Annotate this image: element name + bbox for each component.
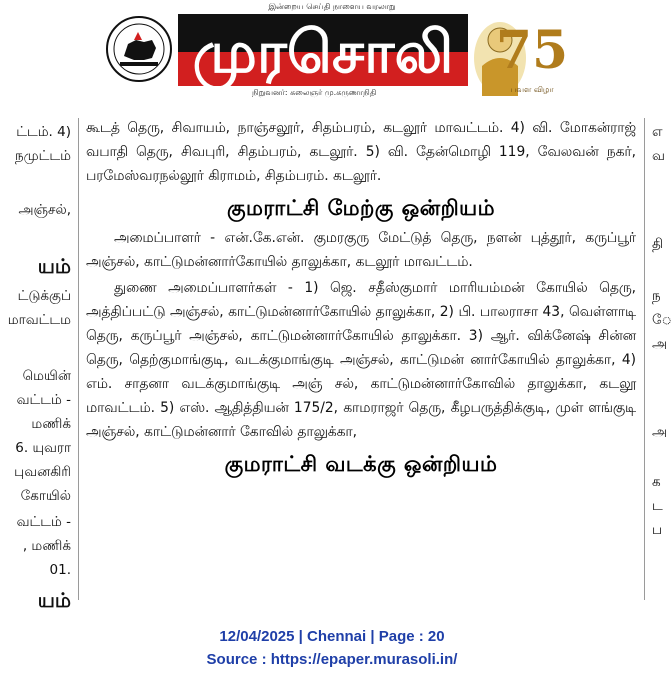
anniversary-number: 75 bbox=[495, 20, 569, 81]
left-column-line: ட்டம். 4) bbox=[16, 124, 71, 140]
left-column-line: மாவட்டம bbox=[7, 312, 71, 328]
article-intro: கூடத் தெரு, சிவாயம், நாஞ்சலூர், சிதம்பரம், கடலூர் மாவட்டம். 4) வி. மோகன்ராஜ் வபாதி தெரு, சிவபுரி, சிதம்பரம், கடலூர். 5) வி. தேன்மொழி 119, வேலவன் நகர், பரமேஸ்வரநல்லூர் கிராமம், சிதம்பரம். கடலூர். bbox=[86, 120, 636, 184]
column-rule-left bbox=[78, 118, 79, 600]
right-column-line: வ bbox=[652, 148, 665, 164]
left-column-line: புவனகிரி bbox=[14, 464, 71, 480]
right-column-line: ே bbox=[652, 312, 672, 328]
left-column bbox=[0, 112, 74, 612]
deputy-organizers-paragraph: துணை அமைப்பாளர்கள் - 1) ஜெ. சதீஸ்குமார் மாரியம்மன் கோயில் தெரு, அத்திப்பட்டு அஞ்சல், காட்டுமன்னார்கோயில் தாலுக்கா, 2) பி. பாலராசா 43, வெள்ளாடி தெரு, கருப்பூர் அஞ்சல், காட்டுமன்னார்கோயில் தாலுக்கா. 3) ஆர். விக்னேஷ் சின்ன தெரு, தெற்குமாங்குடி, வடக்குமாங்குடி அஞ்சல், காட்டுமன் னார்கோயில் தாலுக்கா, 4) எம். சாதனா வடக்குமாங்குடி அஞ் சல், காட்டுமன்னார்கோவில் தாலுக்கா, கடலூ மாவட்டம். 5) எஸ். ஆதித்தியன் 175/2, காமராஜர் தெரு, கீழபருத்திக்குடி, முள் ளங்குடி அஞ்சல், காட்டுமன்னார் கோவில் தாலுக்கா, bbox=[86, 280, 636, 440]
right-column-line: அ bbox=[652, 336, 668, 352]
left-column-line: ட்டுக்குப் bbox=[17, 288, 71, 304]
right-column-line: அ bbox=[652, 424, 668, 440]
right-column-line: தி bbox=[652, 236, 664, 252]
left-column-line: வட்டம் - bbox=[16, 392, 71, 408]
masthead-founder: நிறுவனர்: கலைஞர் மு.கருணாநிதி bbox=[252, 88, 377, 97]
left-column-heading: யம் bbox=[37, 588, 71, 612]
masthead-title: முரசொலி bbox=[192, 18, 454, 86]
right-column-line: ப bbox=[652, 522, 663, 538]
article-column bbox=[86, 116, 636, 604]
left-column-line: , மணிக் bbox=[22, 538, 71, 554]
masthead-logo bbox=[178, 10, 468, 90]
organizer-paragraph: அமைப்பாளர் - என்.கே.என். குமரகுரு மேட்டுத் தெரு, நளன் புத்தூர், கருப்பூர் அஞ்சல், காட்டுமன்னார்கோயில் தாலுக்கா, கடலூர் மாவட்டம். bbox=[86, 230, 636, 270]
right-column-line: எ bbox=[652, 124, 663, 140]
left-column-line: 6. யுவரா bbox=[15, 440, 71, 456]
anniversary-caption: பவள விழா bbox=[510, 85, 554, 94]
right-column-line: ட bbox=[652, 498, 663, 514]
left-column-line: அஞ்சல், bbox=[18, 202, 71, 218]
masthead-tagline: இன்றைய செய்தி நாளைய வரலாறு bbox=[268, 2, 396, 11]
left-column-line: மணிக் bbox=[31, 416, 71, 432]
section-heading-north: குமராட்சி வடக்கு ஒன்றியம் bbox=[224, 452, 498, 476]
section-heading-west: குமராட்சி மேற்கு ஒன்றியம் bbox=[226, 196, 496, 220]
footer-date-page: 12/04/2025 | Chennai | Page : 20 bbox=[219, 628, 445, 645]
column-rule-right bbox=[644, 118, 645, 600]
left-column-line: கோயில் bbox=[20, 488, 71, 504]
footer-source-link[interactable]: Source : https://epaper.murasoli.in/ bbox=[206, 651, 458, 668]
masthead bbox=[0, 0, 664, 112]
left-column-line: மெயின் bbox=[22, 368, 71, 384]
left-column-line: 01. bbox=[49, 562, 71, 578]
left-column-heading: யம் bbox=[37, 254, 71, 278]
left-column-line: வட்டம் - bbox=[16, 514, 71, 530]
truncated-text bbox=[86, 482, 636, 506]
right-column-line: க bbox=[652, 474, 661, 490]
anniversary-emblem bbox=[462, 6, 569, 102]
party-seal-icon bbox=[104, 14, 174, 84]
left-column-line: நமுட்டம் bbox=[14, 148, 71, 164]
right-column bbox=[648, 112, 672, 604]
right-column-line: ந bbox=[652, 288, 661, 304]
